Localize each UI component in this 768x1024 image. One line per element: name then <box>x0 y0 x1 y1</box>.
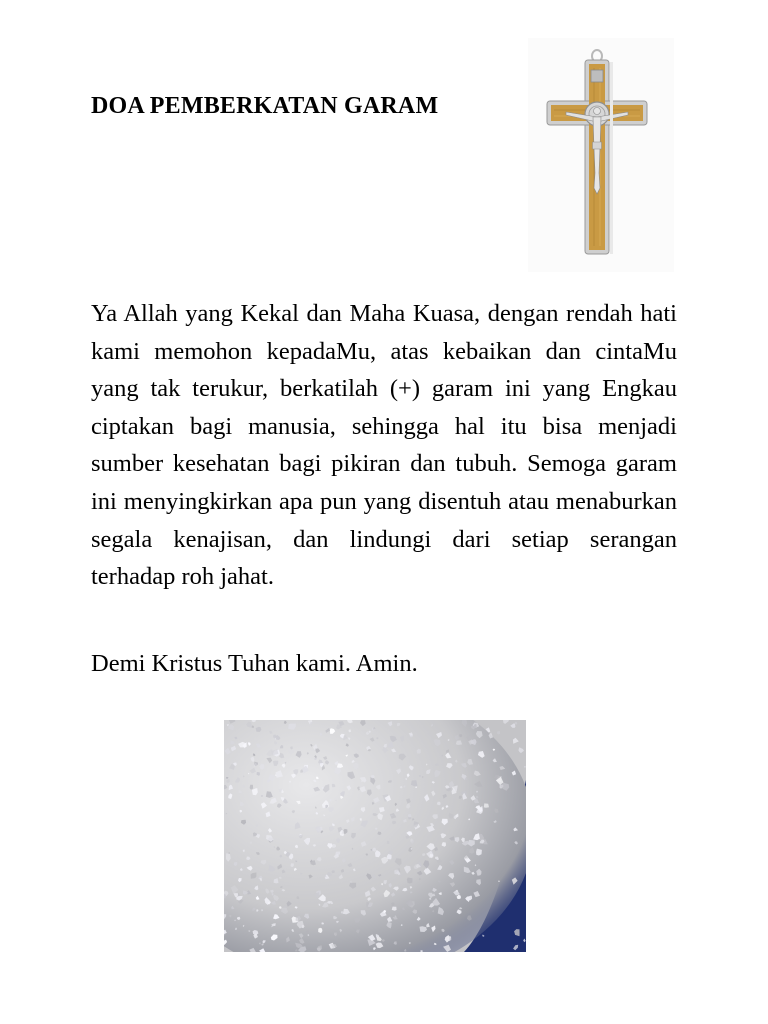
prayer-text: Ya Allah yang Kekal dan Maha Kuasa, dengan rendah hati kami memohon kepadaMu, atas kebaikan dan cintaMu yang tak terukur, berkatilah (+) garam ini yang Engkau ciptakan bagi manusia, sehingga hal itu bisa menjadi sumber kesehatan bagi pikiran dan tubuh. Semoga garam ini menyingkirkan apa pun yang disentuh atau menaburkan segala kenajisan, dan lindungi dari setiap serangan terhadap roh jahat. <box>91 300 677 591</box>
salt-photo <box>224 720 526 952</box>
salt-image <box>224 720 526 952</box>
closing-line: Demi Kristus Tuhan kami. Amin. <box>91 650 418 677</box>
page-title: DOA PEMBERKATAN GARAM <box>91 93 439 119</box>
crucifix-icon <box>528 38 674 272</box>
crucifix-image <box>528 38 674 272</box>
